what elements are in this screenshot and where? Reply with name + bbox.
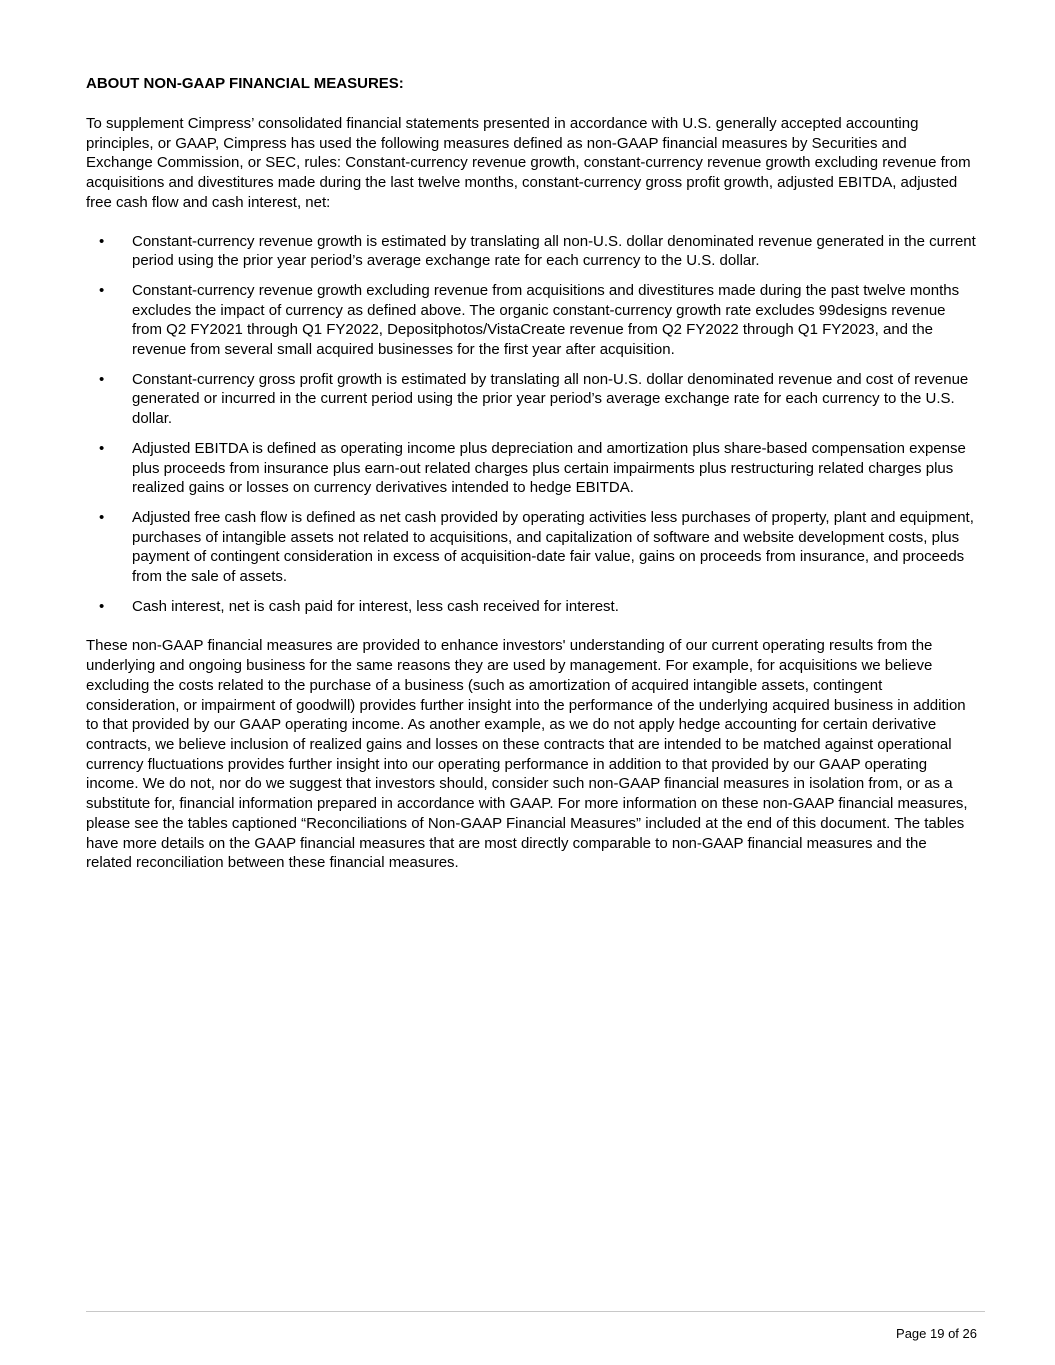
list-item-text: Adjusted EBITDA is defined as operating income plus depreciation and amortization plus share-based compensation expense plus proceeds from insurance plus earn-out related charges plus certain impairments plus restructuring related charges plus realized gains or losses on currency derivatives intended to hedge EBITDA. bbox=[132, 439, 966, 497]
list-item-text: Constant-currency revenue growth excluding revenue from acquisitions and divestitures made during the past twelve months excludes the impact of currency as defined above. The organic constant-currency growth rate excludes 99designs revenue from Q2 FY2021 through Q1 FY2022, Depositphotos/VistaCreate revenue from Q2 FY2022 through Q1 FY2023, and the revenue from several small acquired businesses for the first year after acquisition. bbox=[132, 281, 960, 359]
list-item-text: Cash interest, net is cash paid for interest, less cash received for interest. bbox=[132, 597, 619, 615]
section-heading: ABOUT NON-GAAP FINANCIAL MEASURES: bbox=[86, 75, 404, 92]
measures-list bbox=[86, 232, 976, 617]
bullet-icon: • bbox=[99, 232, 105, 250]
bullet-icon: • bbox=[99, 370, 105, 388]
list-item-text: Adjusted free cash flow is defined as net cash provided by operating activities less purchases of property, plant and equipment, purchases of intangible assets not related to acquisitions, and capitalization of software and website development costs, plus payment of contingent consideration in excess of acquisition-date fair value, gains on proceeds from insurance, and proceeds from the sale of assets. bbox=[132, 508, 974, 586]
list-item bbox=[86, 370, 976, 429]
list-item-text: Constant-currency revenue growth is estimated by translating all non-U.S. dollar denominated revenue generated in the current period using the prior year period’s average exchange rate for each currency to the U.S. dollar. bbox=[132, 232, 976, 270]
list-item bbox=[86, 439, 976, 498]
bullet-icon: • bbox=[99, 597, 105, 615]
footer-divider bbox=[86, 1311, 985, 1312]
list-item bbox=[86, 597, 976, 617]
list-item bbox=[86, 281, 976, 360]
list-item-text: Constant-currency gross profit growth is estimated by translating all non-U.S. dollar denominated revenue and cost of revenue generated or incurred in the current period using the prior year period’s average exchange rate for each currency to the U.S. dollar. bbox=[132, 370, 969, 428]
list-item bbox=[86, 232, 976, 271]
bullet-icon: • bbox=[99, 508, 105, 526]
intro-paragraph: To supplement Cimpress’ consolidated financial statements presented in accordance with U.S. generally accepted accounting principles, or GAAP, Cimpress has used the following measures defined as non-GAAP financial measures by Securities and Exchange Commission, or SEC, rules: Constant-currency revenue growth, constant-currency revenue growth excluding revenue from acquisitions and divestitures made during the last twelve months, constant-currency gross profit growth, adjusted EBITDA, adjusted free cash flow and cash interest, net: bbox=[86, 115, 971, 211]
bullet-icon: • bbox=[99, 281, 105, 299]
closing-paragraph: These non-GAAP financial measures are provided to enhance investors' understanding of our current operating results from the underlying and ongoing business for the same reasons they are used by management. For example, for acquisitions we believe excluding the costs related to the purchase of a business (such as amortization of acquired intangible assets, contingent consideration, or impairment of goodwill) provides further insight into the performance of the underlying acquired business in addition to that provided by our GAAP operating income. As another example, as we do not apply hedge accounting for certain derivative contracts, we believe inclusion of realized gains and losses on these contracts that are intended to be matched against operational currency fluctuations provides further insight into our operating performance in addition to that provided by our GAAP operating income. We do not, nor do we suggest that investors should, consider such non-GAAP financial measures in isolation from, or as a substitute for, financial information prepared in accordance with GAAP. For more information on these non-GAAP financial measures, please see the tables captioned “Reconciliations of Non-GAAP Financial Measures” included at the end of this document. The tables have more details on the GAAP financial measures that are most directly comparable to non-GAAP financial measures and the related reconciliation between these financial measures. bbox=[86, 637, 968, 872]
page-number: Page 19 of 26 bbox=[896, 1326, 977, 1341]
document-body bbox=[86, 74, 976, 873]
bullet-icon: • bbox=[99, 439, 105, 457]
list-item bbox=[86, 508, 976, 587]
